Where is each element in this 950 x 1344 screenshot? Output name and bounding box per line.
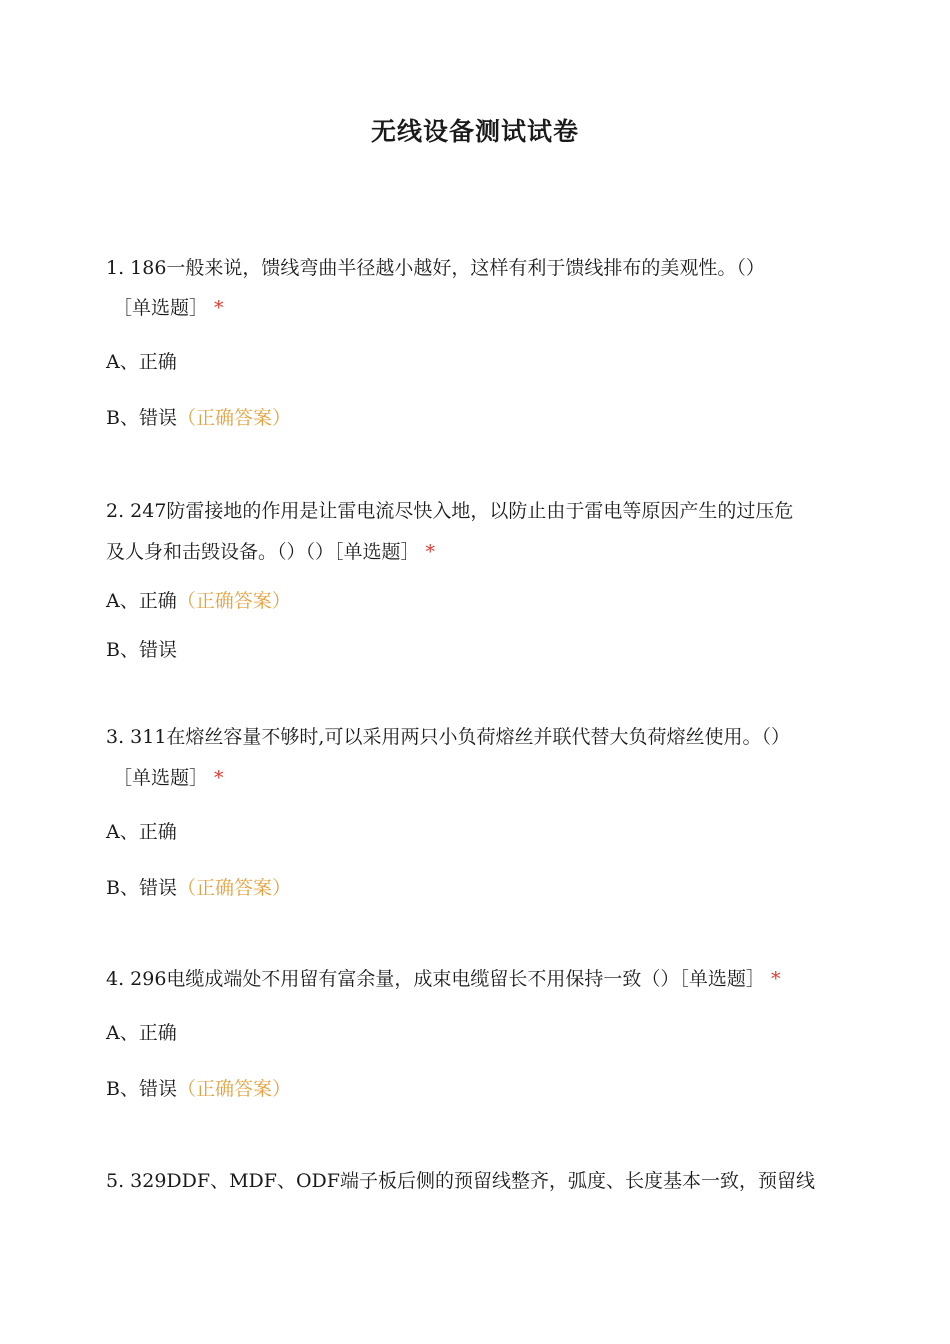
correct-answer-tag: （正确答案）: [176, 590, 291, 612]
question-4-option-a[interactable]: A、正确: [106, 1022, 177, 1044]
page-title: 无线设备测试试卷: [370, 117, 579, 146]
correct-answer-tag: （正确答案）: [176, 877, 291, 899]
question-2-text-line-1: 2. 247防雷接地的作用是让雷电流尽快入地，以防止由于雷电等原因产生的过压危: [106, 500, 794, 522]
question-3-text-line-1: 3. 311在熔丝容量不够时,可以采用两只小负荷熔丝并联代替大负荷熔丝使用。（）: [106, 726, 790, 748]
correct-answer-tag: （正确答案）: [176, 1078, 291, 1100]
question-2-option-b[interactable]: B、错误: [106, 639, 177, 661]
question-2-option-a[interactable]: A、正确（正确答案）: [106, 590, 291, 612]
required-asterisk: *: [214, 297, 224, 319]
question-1-option-a[interactable]: A、正确: [106, 351, 177, 373]
required-asterisk: *: [214, 767, 224, 789]
question-3-text-line-2: ［单选题］ *: [113, 767, 224, 789]
question-2-text-line-2: 及人身和击毁设备。（）（）［单选题］ *: [106, 541, 436, 563]
required-asterisk: *: [770, 968, 781, 990]
question-1-text-line-1: 1. 186一般来说，馈线弯曲半径越小越好，这样有利于馈线排布的美观性。（）: [106, 257, 765, 279]
question-4-option-b[interactable]: B、错误（正确答案）: [106, 1078, 291, 1100]
question-3-option-a[interactable]: A、正确: [106, 821, 177, 843]
question-5-text-line-1: 5. 329DDF、MDF、ODF端子板后侧的预留线整齐，弧度、长度基本一致，预留线: [106, 1170, 815, 1192]
correct-answer-tag: （正确答案）: [176, 407, 291, 429]
question-3-option-b[interactable]: B、错误（正确答案）: [106, 877, 291, 899]
required-asterisk: *: [425, 541, 436, 563]
question-1-text-line-2: ［单选题］ *: [113, 297, 224, 319]
question-4-text-line-1: 4. 296电缆成端处不用留有富余量，成束电缆留长不用保持一致（）［单选题］ *: [106, 968, 781, 990]
question-1-option-b[interactable]: B、错误（正确答案）: [106, 407, 291, 429]
